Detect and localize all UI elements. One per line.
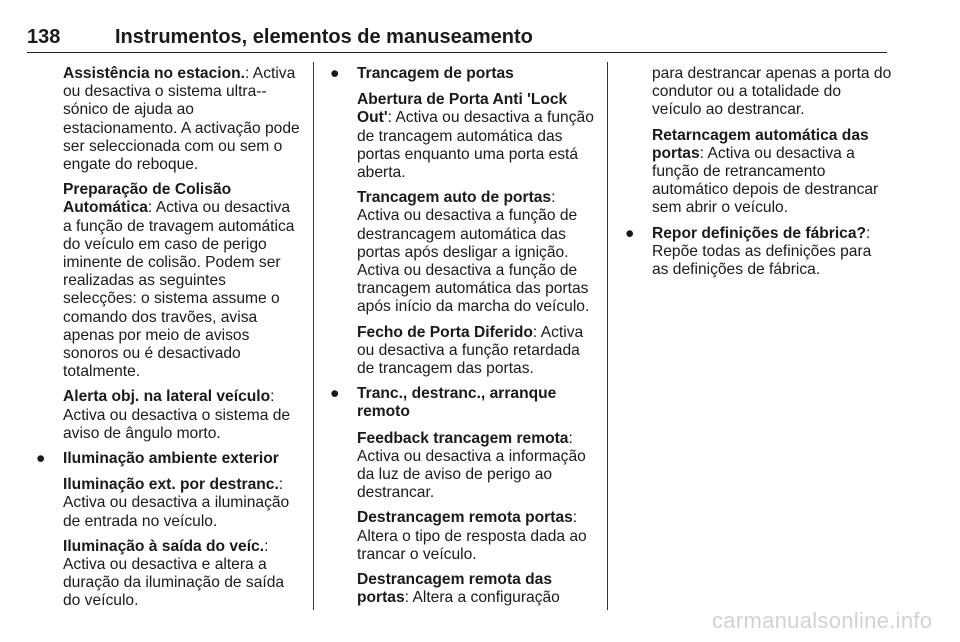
- setting-description: : Activa ou desactiva a iluminação de entrada no veículo.: [63, 476, 290, 530]
- paragraph: [652, 127, 892, 218]
- setting-label: Abertura de Porta Anti 'Lock Out': [357, 91, 568, 127]
- column-2: [330, 65, 597, 614]
- paragraph: [63, 181, 303, 381]
- paragraph: [63, 388, 303, 443]
- bullet-item: [330, 385, 597, 421]
- paragraph: [357, 91, 597, 182]
- setting-label: Assistência no estacion.: [63, 65, 245, 82]
- setting-description: : Altera o tipo de resposta dada ao trancar o veículo.: [357, 509, 587, 563]
- bullet-item: [625, 224, 892, 280]
- setting-description: : Activa ou desactiva a função retardada de trancagem das portas.: [357, 323, 584, 378]
- paragraph: [63, 476, 303, 531]
- setting-description: : Activa ou desactiva o sistema ultra--sónico de ajuda ao estacionamento. A activação pode ser seleccionada com ou sem o engate do reboque.: [63, 65, 300, 174]
- setting-description: para destrancar apenas a porta do condutor ou a totalidade do veículo ao destrancar.: [652, 65, 892, 119]
- setting-description: : Activa ou desactiva a função de travagem automática do veículo em caso de perigo iminente de colisão. Podem ser realizadas as seguintes selecções: o sistema assume o comando dos travões, avisa apenas por meio de avisos sonoros ou é desactivado totalmente.: [63, 199, 295, 381]
- setting-label: Tranc., destranc., arranque remoto: [357, 385, 557, 421]
- setting-label: Destrancagem remota portas: [357, 509, 573, 527]
- column-3: [625, 65, 892, 287]
- bullet-dot-icon: ●: [625, 224, 635, 242]
- setting-description: : Activa ou desactiva a função de trancagem automática das portas enquanto uma porta está aberta.: [357, 109, 594, 182]
- paragraph: [63, 65, 303, 174]
- page-header: [27, 22, 887, 53]
- setting-label: Iluminação ext. por destranc.: [63, 476, 279, 494]
- setting-description: : Activa ou desactiva o sistema de aviso de ângulo morto.: [63, 388, 291, 442]
- paragraph: [652, 65, 892, 120]
- setting-label: Trancagem auto de portas: [357, 189, 552, 207]
- setting-description: : Activa ou desactiva a função de destrancagem automática das portas após desligar a ignição. Activa ou desactiva a função de trancagem automática das portas após início da marcha do veículo.: [357, 189, 590, 316]
- setting-description: : Activa ou desactiva a função de retrancamento automático depois de destrancar sem abrir o veículo.: [652, 144, 879, 217]
- setting-label: Feedback trancagem remota: [357, 429, 569, 447]
- setting-label: Trancagem de portas: [357, 65, 514, 82]
- setting-label: Retarncagem automática das portas: [652, 126, 869, 162]
- paragraph: [63, 538, 303, 611]
- bullet-item: [330, 65, 597, 83]
- setting-description: : Activa ou desactiva e altera a duração da iluminação de saída do veículo.: [63, 537, 285, 610]
- setting-label: Alerta obj. na lateral veículo: [63, 388, 271, 406]
- setting-description: : Activa ou desactiva a informação da luz de aviso de perigo ao destrancar.: [357, 429, 586, 502]
- bullet-dot-icon: ●: [330, 385, 340, 403]
- paragraph: [357, 324, 597, 379]
- paragraph: [357, 430, 597, 503]
- setting-label: Destrancagem remota das portas: [357, 571, 553, 607]
- bullet-dot-icon: ●: [330, 65, 340, 82]
- watermark: carmanualsonline.info: [712, 608, 933, 633]
- setting-description: : Altera a configuração: [404, 589, 560, 607]
- paragraph: [357, 571, 597, 607]
- setting-label: Fecho de Porta Diferido: [357, 323, 533, 341]
- setting-label: Repor definições de fábrica?: [652, 224, 867, 242]
- bullet-item: [36, 450, 303, 468]
- column-divider: [607, 62, 608, 610]
- setting-description: : Repõe todas as definições para as definições de fábrica.: [652, 224, 872, 279]
- column-divider: [313, 62, 314, 610]
- page-title: Instrumentos, elementos de manuseamento: [115, 26, 533, 48]
- setting-label: Preparação de Colisão Automática: [63, 181, 232, 217]
- bullet-dot-icon: ●: [36, 450, 46, 468]
- paragraph: [357, 509, 597, 564]
- setting-label: Iluminação ambiente exterior: [63, 450, 279, 468]
- paragraph: [357, 189, 597, 316]
- page-number: 138: [27, 26, 61, 48]
- column-1: [36, 65, 303, 618]
- setting-label: Iluminação à saída do veíc.: [63, 537, 265, 555]
